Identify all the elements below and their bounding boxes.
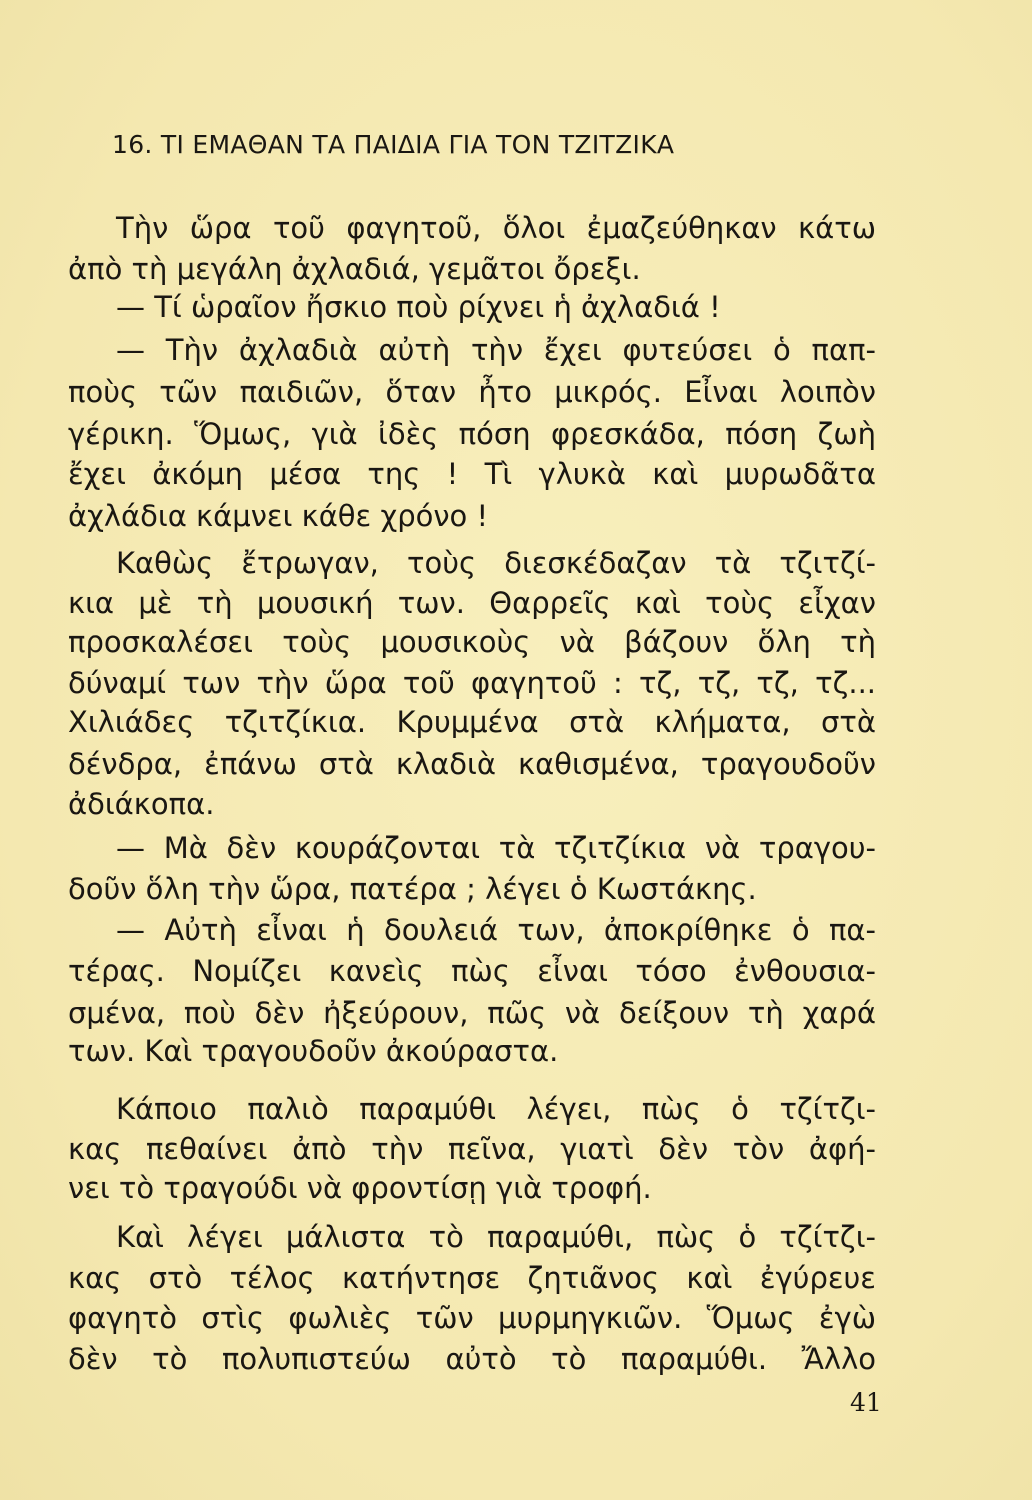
- text-line: Χιλιάδες τζιτζίκια. Κρυμμένα στὰ κλήματα, στὰ: [68, 705, 876, 739]
- text-line: δύναμί των τὴν ὥρα τοῦ φαγητοῦ : τζ, τζ, τζ, τζ...: [68, 666, 876, 700]
- text-line: — Αὐτὴ εἶναι ἡ δουλειά των, ἀποκρίθηκε ὁ πα-: [116, 913, 876, 947]
- text-line: προσκαλέσει τοὺς μουσικοὺς νὰ βάζουν ὅλη τὴ: [68, 625, 876, 659]
- text-line: σμένα, ποὺ δὲν ἠξεύρουν, πῶς νὰ δείξουν τὴ χαρά: [68, 996, 876, 1030]
- text-line: — Μὰ δὲν κουράζονται τὰ τζιτζίκια νὰ τραγου-: [116, 831, 876, 865]
- text-line: κια μὲ τὴ μουσική των. Θαρρεῖς καὶ τοὺς εἶχαν: [68, 586, 876, 620]
- text-line: Καθὼς ἔτρωγαν, τοὺς διεσκέδαζαν τὰ τζιτζί-: [116, 546, 876, 580]
- text-line: κας πεθαίνει ἀπὸ τὴν πεῖνα, γιατὶ δὲν τὸν ἀφή-: [68, 1132, 876, 1166]
- text-line: ἀδιάκοπα.: [68, 787, 215, 821]
- text-line: γέρικη. Ὅμως, γιὰ ἰδὲς πόση φρεσκάδα, πόση ζωὴ: [68, 417, 876, 451]
- chapter-heading: 16. ΤΙ ΕΜΑΘΑΝ ΤΑ ΠΑΙΔΙΑ ΓΙΑ ΤΟΝ ΤΖΙΤΖΙΚΑ: [112, 130, 675, 159]
- text-line: Κάποιο παλιὸ παραμύθι λέγει, πὼς ὁ τζίτζι-: [116, 1092, 876, 1126]
- text-line: Τὴν ὥρα τοῦ φαγητοῦ, ὅλοι ἐμαζεύθηκαν κάτω: [116, 211, 876, 245]
- text-line: ποὺς τῶν παιδιῶν, ὅταν ἦτο μικρός. Εἶναι λοιπὸν: [68, 375, 876, 409]
- text-line: δένδρα, ἐπάνω στὰ κλαδιὰ καθισμένα, τραγουδοῦν: [68, 747, 876, 781]
- text-line: — Τί ὡραῖον ἤσκιο ποὺ ρίχνει ἡ ἀχλαδιά !: [116, 290, 721, 324]
- text-line: ἀπὸ τὴ μεγάλη ἀχλαδιά, γεμᾶτοι ὄρεξι.: [68, 252, 641, 286]
- text-line: των. Καὶ τραγουδοῦν ἀκούραστα.: [68, 1034, 559, 1068]
- text-line: τέρας. Νομίζει κανεὶς πὼς εἶναι τόσο ἐνθουσια-: [68, 954, 876, 988]
- text-line: Καὶ λέγει μάλιστα τὸ παραμύθι, πὼς ὁ τζίτζι-: [116, 1220, 876, 1254]
- text-line: ἀχλάδια κάμνει κάθε χρόνο !: [68, 499, 489, 533]
- text-line: ἔχει ἀκόμη μέσα της ! Τὶ γλυκὰ καὶ μυρωδᾶτα: [68, 457, 876, 491]
- text-line: κας στὸ τέλος κατήντησε ζητιᾶνος καὶ ἐγύρευε: [68, 1261, 876, 1295]
- text-line: δοῦν ὅλη τὴν ὥρα, πατέρα ; λέγει ὁ Κωστάκης.: [68, 872, 757, 906]
- text-line: νει τὸ τραγούδι νὰ φροντίσῃ γιὰ τροφή.: [68, 1171, 652, 1205]
- text-line: δὲν τὸ πολυπιστεύω αὐτὸ τὸ παραμύθι. Ἄλλο: [68, 1342, 876, 1376]
- page-number: 41: [850, 1388, 882, 1417]
- text-line: φαγητὸ στὶς φωλιὲς τῶν μυρμηγκιῶν. Ὅμως ἐγὼ: [68, 1301, 876, 1335]
- text-line: — Τὴν ἀχλαδιὰ αὐτὴ τὴν ἔχει φυτεύσει ὁ παπ-: [116, 333, 876, 367]
